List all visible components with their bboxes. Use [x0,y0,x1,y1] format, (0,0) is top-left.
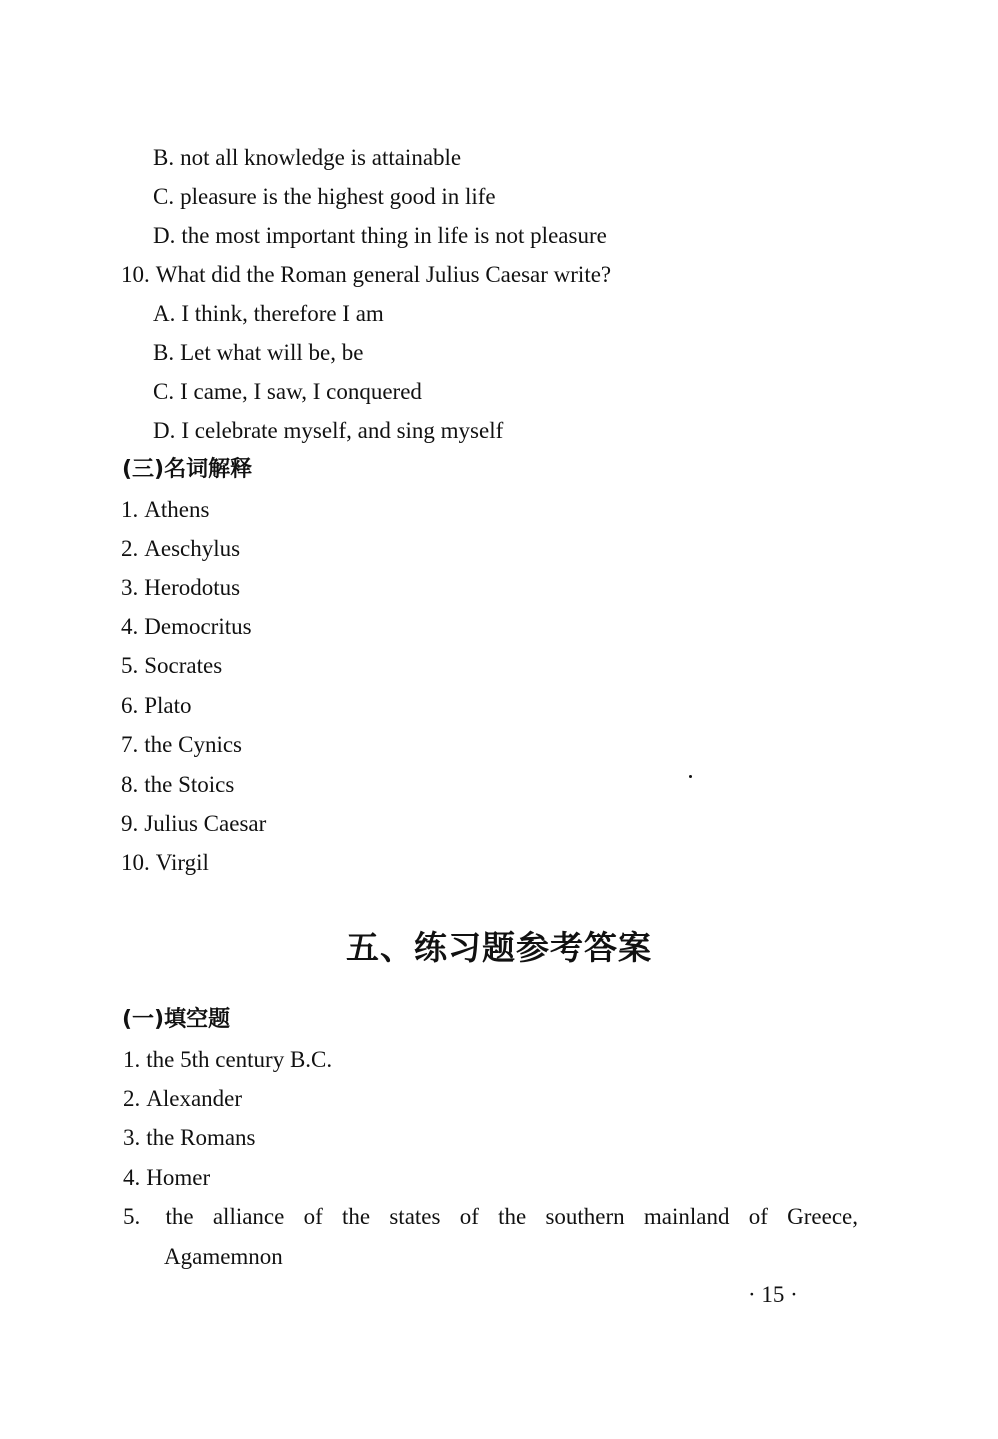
q9-option-b [153,143,461,173]
term-number: 4. [121,614,139,639]
option-letter: C. [153,379,175,404]
answer-text: the 5th century B.C. [146,1047,333,1072]
answer-text: Homer [146,1165,211,1190]
term-text: Herodotus [144,575,241,600]
term-number: 2. [121,536,139,561]
option-letter: B. [153,145,175,170]
option-letter: D. [153,223,176,248]
term-text: Julius Caesar [144,811,267,836]
option-letter: C. [153,184,175,209]
option-text: I celebrate myself, and sing myself [181,418,504,443]
answer-text: Alexander [146,1086,243,1111]
option-text: I came, I saw, I conquered [180,379,422,404]
q10-option-c [153,377,422,407]
option-letter: A. [153,301,176,326]
term-item [121,573,240,603]
option-text: pleasure is the highest good in life [180,184,496,209]
option-letter: D. [153,418,176,443]
term-number: 5. [121,653,139,678]
term-item [121,534,240,564]
answer-text-line1: the alliance of the states of the southern mainland of Greece, [165,1204,858,1229]
answer-item [123,1163,210,1193]
term-text: Athens [144,497,210,522]
answer-number: 4. [123,1165,141,1190]
term-item [121,691,192,721]
answer-number: 1. [123,1047,141,1072]
term-item [121,848,209,878]
term-item [121,809,266,839]
option-text: the most important thing in life is not pleasure [181,223,607,248]
term-item [121,612,252,642]
answer-number: 2. [123,1086,141,1111]
answer-number: 5. [123,1204,141,1229]
stray-dot [689,775,692,778]
answer-item [123,1045,332,1075]
q9-option-d [153,221,607,251]
term-number: 10. [121,850,150,875]
option-text: I think, therefore I am [181,301,384,326]
question-number: 10. [121,262,150,287]
term-text: Aeschylus [144,536,241,561]
term-number: 9. [121,811,139,836]
answer-text: the Romans [146,1125,256,1150]
term-number: 7. [121,732,139,757]
terms-heading: (三)名词解释 [122,457,253,482]
answer-item-5 [123,1202,858,1232]
q9-option-c [153,182,496,212]
q10-option-a [153,299,384,329]
section-title: 五、练习题参考答案 [346,928,652,967]
q10-option-b [153,338,363,368]
option-letter: B. [153,340,175,365]
term-text: Democritus [144,614,252,639]
q10-option-d [153,416,503,446]
term-text: the Stoics [144,772,235,797]
answer-item [123,1084,242,1114]
answer-item [123,1123,256,1153]
term-text: the Cynics [144,732,242,757]
term-text: Virgil [155,850,209,875]
term-item [121,651,222,681]
term-item [121,770,234,800]
fill-heading: (一)填空题 [122,1007,231,1032]
answer-number: 3. [123,1125,141,1150]
term-text: Plato [144,693,192,718]
page-number: · 15 · [748,1282,798,1307]
term-number: 8. [121,772,139,797]
option-text: Let what will be, be [180,340,364,365]
answer-text-line2: Agamemnon [164,1244,283,1269]
question-text: What did the Roman general Julius Caesar write? [155,262,612,287]
term-number: 6. [121,693,139,718]
term-item [121,730,242,760]
question-10 [121,260,611,290]
term-number: 1. [121,497,139,522]
term-text: Socrates [144,653,223,678]
term-item [121,495,209,525]
term-number: 3. [121,575,139,600]
option-text: not all knowledge is attainable [180,145,462,170]
